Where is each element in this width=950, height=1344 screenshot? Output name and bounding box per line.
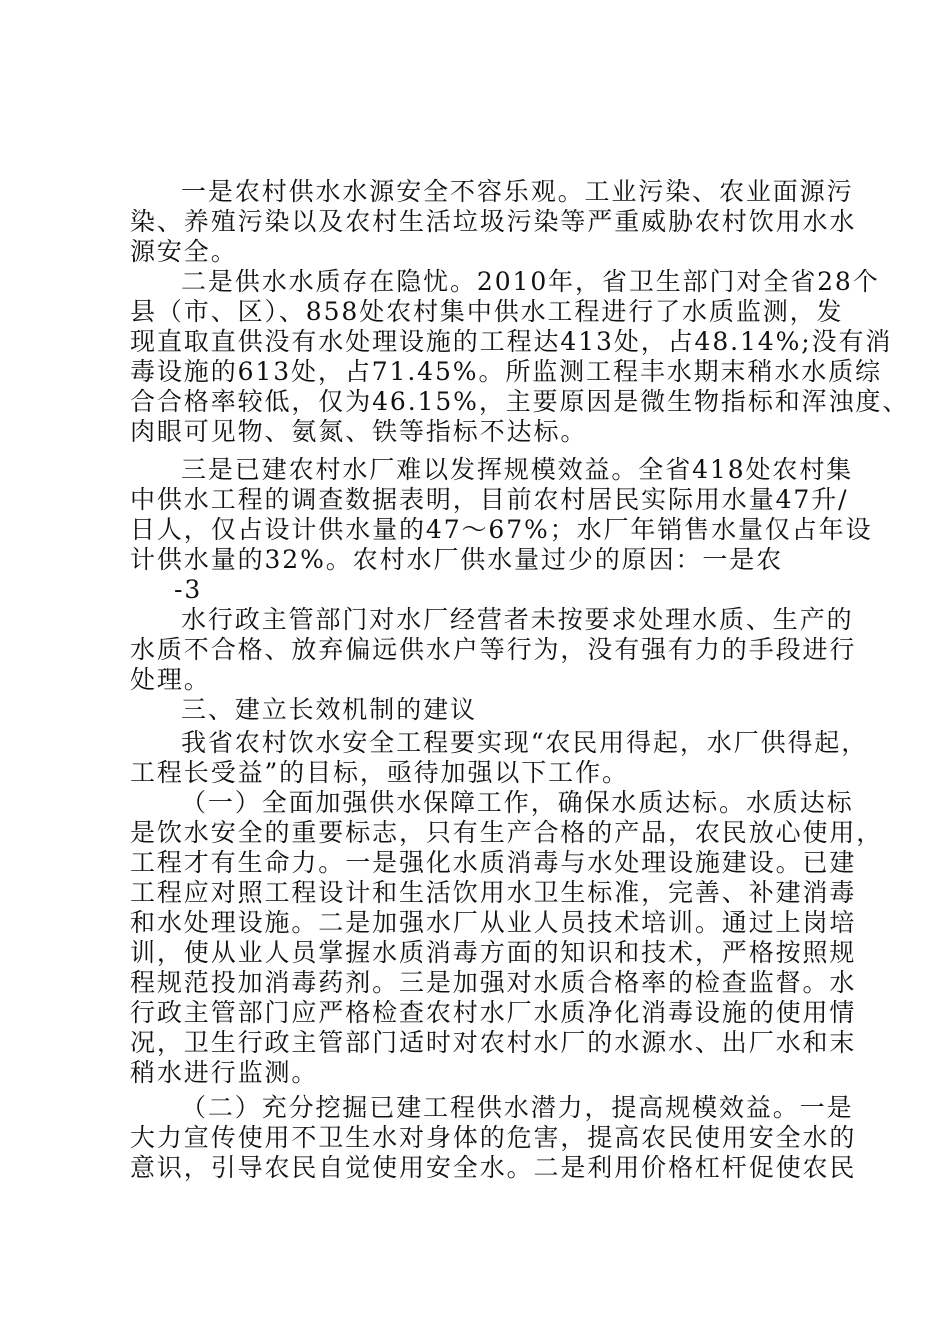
paragraph-line: 处理。: [130, 665, 211, 694]
paragraph-line: 染、养殖污染以及农村生活垃圾污染等严重威胁农村饮用水水: [130, 207, 857, 236]
paragraph-line: （二）充分挖掘已建工程供水潜力，提高规模效益。一是: [181, 1093, 854, 1122]
paragraph-line: 计供水量的32%。农村水厂供水量过少的原因：一是农: [130, 545, 784, 574]
paragraph-line: 工程应对照工程设计和生活饮用水卫生标准，完善、补建消毒: [130, 878, 857, 907]
paragraph-line: 程规范投加消毒药剂。三是加强对水质合格率的检查监督。水: [130, 968, 857, 997]
paragraph-line: 中供水工程的调查数据表明，目前农村居民实际用水量47升/: [130, 485, 849, 514]
paragraph-line: 和水处理设施。二是加强水厂从业人员技术培训。通过上岗培: [130, 908, 857, 937]
paragraph-line: 现直取直供没有水处理设施的工程达413处，占48.14%;没有消: [130, 327, 893, 356]
paragraph-line: 工程才有生命力。一是强化水质消毒与水处理设施建设。已建: [130, 848, 857, 877]
paragraph-line: 肉眼可见物、氨氮、铁等指标不达标。: [130, 417, 588, 446]
paragraph-line: 我省农村饮水安全工程要实现“农民用得起，水厂供得起，: [181, 728, 869, 757]
paragraph-line: 县（市、区）、858处农村集中供水工程进行了水质监测，发: [130, 297, 844, 326]
paragraph-line: 意识，引导农民自觉使用安全水。二是利用价格杠杆促使农民: [130, 1153, 857, 1182]
paragraph-line: 日人，仅占设计供水量的47～67%；水厂年销售水量仅占年设: [130, 515, 873, 544]
page-number: -3: [174, 575, 203, 604]
paragraph-line: 毒设施的613处，占71.45%。所监测工程丰水期末稍水水质综: [130, 357, 882, 386]
paragraph-line: 一是农村供水水源安全不容乐观。工业污染、农业面源污: [181, 177, 854, 206]
paragraph-line: 大力宣传使用不卫生水对身体的危害，提高农民使用安全水的: [130, 1123, 857, 1152]
paragraph-line: （一）全面加强供水保障工作，确保水质达标。水质达标: [181, 788, 854, 817]
paragraph-line: 是饮水安全的重要标志，只有生产合格的产品，农民放心使用，: [130, 818, 884, 847]
paragraph-line: 合合格率较低，仅为46.15%，主要原因是微生物指标和浑浊度、: [130, 387, 910, 416]
paragraph-line: 稍水进行监测。: [130, 1058, 319, 1087]
paragraph-line: 况，卫生行政主管部门适时对农村水厂的水源水、出厂水和末: [130, 1028, 857, 1057]
paragraph-line: 二是供水水质存在隐忧。2010年，省卫生部门对全省28个: [181, 267, 880, 296]
paragraph-line: 水行政主管部门对水厂经营者未按要求处理水质、生产的: [181, 605, 854, 634]
paragraph-line: 源安全。: [130, 237, 238, 266]
paragraph-line: 训，使从业人员掌握水质消毒方面的知识和技术，严格按照规: [130, 938, 857, 967]
paragraph-line: 三是已建农村水厂难以发挥规模效益。全省418处农村集: [181, 455, 854, 484]
section-heading: 三、建立长效机制的建议: [181, 695, 477, 724]
paragraph-line: 工程长受益”的目标，亟待加强以下工作。: [130, 758, 629, 787]
paragraph-line: 水质不合格、放弃偏远供水户等行为，没有强有力的手段进行: [130, 635, 857, 664]
paragraph-line: 行政主管部门应严格检查农村水厂水质净化消毒设施的使用情: [130, 998, 857, 1027]
